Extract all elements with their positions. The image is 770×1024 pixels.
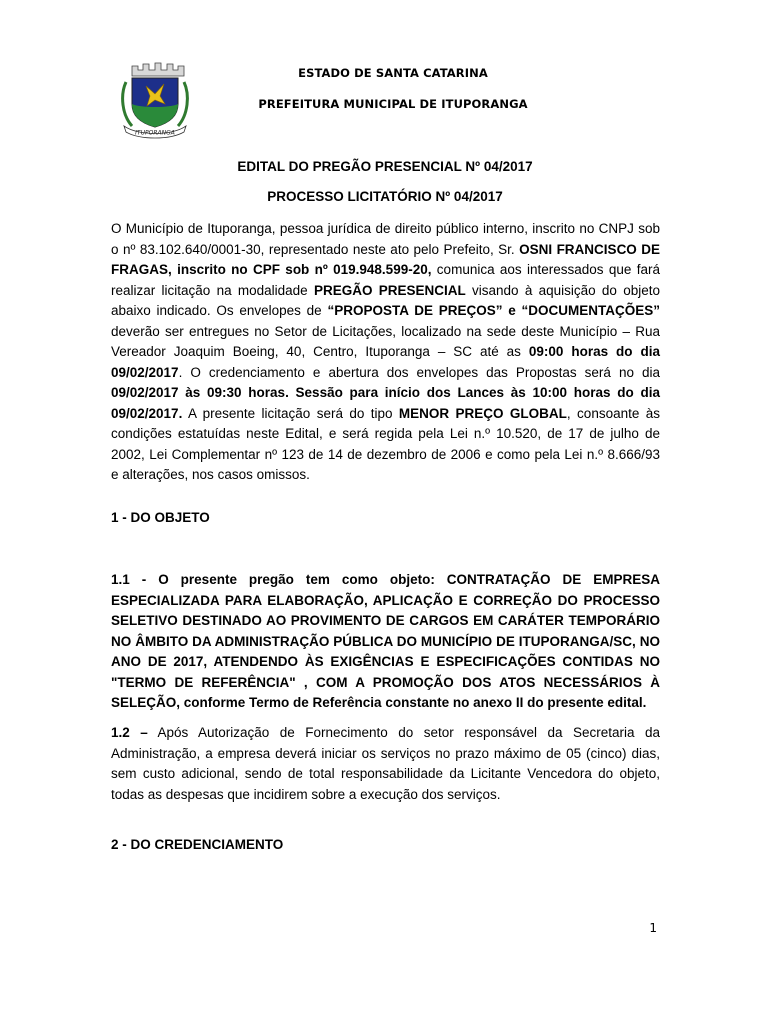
- intro-bold-1: OSNI FRANCISCO DE FRAGAS, inscrito no CPF sob nº 019.948.599-20,: [111, 241, 661, 277]
- section-2-heading: 2 - DO CREDENCIAMENTO: [111, 837, 284, 852]
- intro-text-3: visando à aquisição do objeto abaixo indicado. Os envelopes de: [111, 282, 660, 318]
- intro-text-5: . O credenciamento e abertura dos envelopes das Propostas será no dia: [178, 364, 660, 380]
- item-1-1: 1.1 - O presente pregão tem como objeto: CONTRATAÇÃO DE EMPRESA ESPECIALIZADA PARA ELABORAÇÃO, APLICAÇÃO E CORREÇÃO DO PROCESSO SELETIVO DESTINADO AO PROVIMENTO DE CARGOS EM CARÁTER TEMPORÁRIO NO ÂMBITO DA ADMINISTRAÇÃO PÚBLICA DO MUNICÍPIO DE ITUPORANGA/SC, NO ANO DE 2017, ATENDENDO ÀS EXIGÊNCIAS E ESPECIFICAÇÕES CONTIDAS NO "TERMO DE REFERÊNCIA" , COM A PROMOÇÃO DOS ATOS NECESSÁRIOS À SELEÇÃO, conforme Termo de Referência constante no anexo II do presente edital.: [111, 572, 660, 710]
- item-1-2-label: 1.2 –: [111, 725, 148, 740]
- header-state: ESTADO DE SANTA CATARINA: [298, 66, 488, 80]
- item-1-2: [111, 723, 660, 805]
- intro-text-6: A presente licitação será do tipo: [182, 405, 399, 421]
- intro-bold-6: MENOR PREÇO GLOBAL: [398, 405, 567, 421]
- page-number: 1: [649, 921, 657, 935]
- intro-bold-2: PREGÃO PRESENCIAL: [313, 282, 466, 298]
- edital-title: EDITAL DO PREGÃO PRESENCIAL Nº 04/2017: [237, 159, 533, 174]
- intro-bold-3: “PROPOSTA DE PREÇOS” e “DOCUMENTAÇÕES”: [327, 303, 660, 318]
- section-1-heading: 1 - DO OBJETO: [111, 510, 210, 525]
- intro-text-2: comunica aos interessados que fará realizar licitação na modalidade: [111, 262, 660, 298]
- intro-text-1: O Município de Ituporanga, pessoa jurídica de direito público interno, inscrito no CNPJ sob o nº 83.102.640/0001-30, representado neste ato pelo Prefeito, Sr.: [111, 221, 660, 257]
- header-municipality: PREFEITURA MUNICIPAL DE ITUPORANGA: [258, 97, 528, 111]
- item-1-2-text: Após Autorização de Fornecimento do setor responsável da Secretaria da Administração, a empresa deverá iniciar os serviços no prazo máximo de 05 (cinco) dias, sem custo adicional, sendo de total responsabilidade da Licitante Vencedora do objeto, todas as despesas que incidirem sobre a execução dos serviços.: [111, 725, 660, 802]
- intro-bold-5: 09/02/2017 às 09:30 horas. Sessão para início dos Lances às 10:00 horas do dia 09/02/2017.: [111, 385, 660, 421]
- intro-bold-4: 09:00 horas do dia 09/02/2017: [111, 344, 660, 380]
- intro-text-4: deverão ser entregues no Setor de Licitações, localizado na sede deste Município – Rua Vereador Joaquim Boeing, 40, Centro, Ituporanga – SC até as: [111, 323, 660, 359]
- svg-text:ITUPORANGA: ITUPORANGA: [135, 129, 175, 137]
- intro-text-7: , consoante às condições estatuídas neste Edital, e será regida pela Lei n.º 10.520, de 17 de julho de 2002, Lei Complementar nº 123 de 14 de dezembro de 2006 e como pela Lei n.º 8.666/93 e alterações, nos casos omissos.: [111, 405, 660, 482]
- intro-paragraph: [111, 219, 660, 486]
- processo-title: PROCESSO LICITATÓRIO Nº 04/2017: [267, 189, 503, 204]
